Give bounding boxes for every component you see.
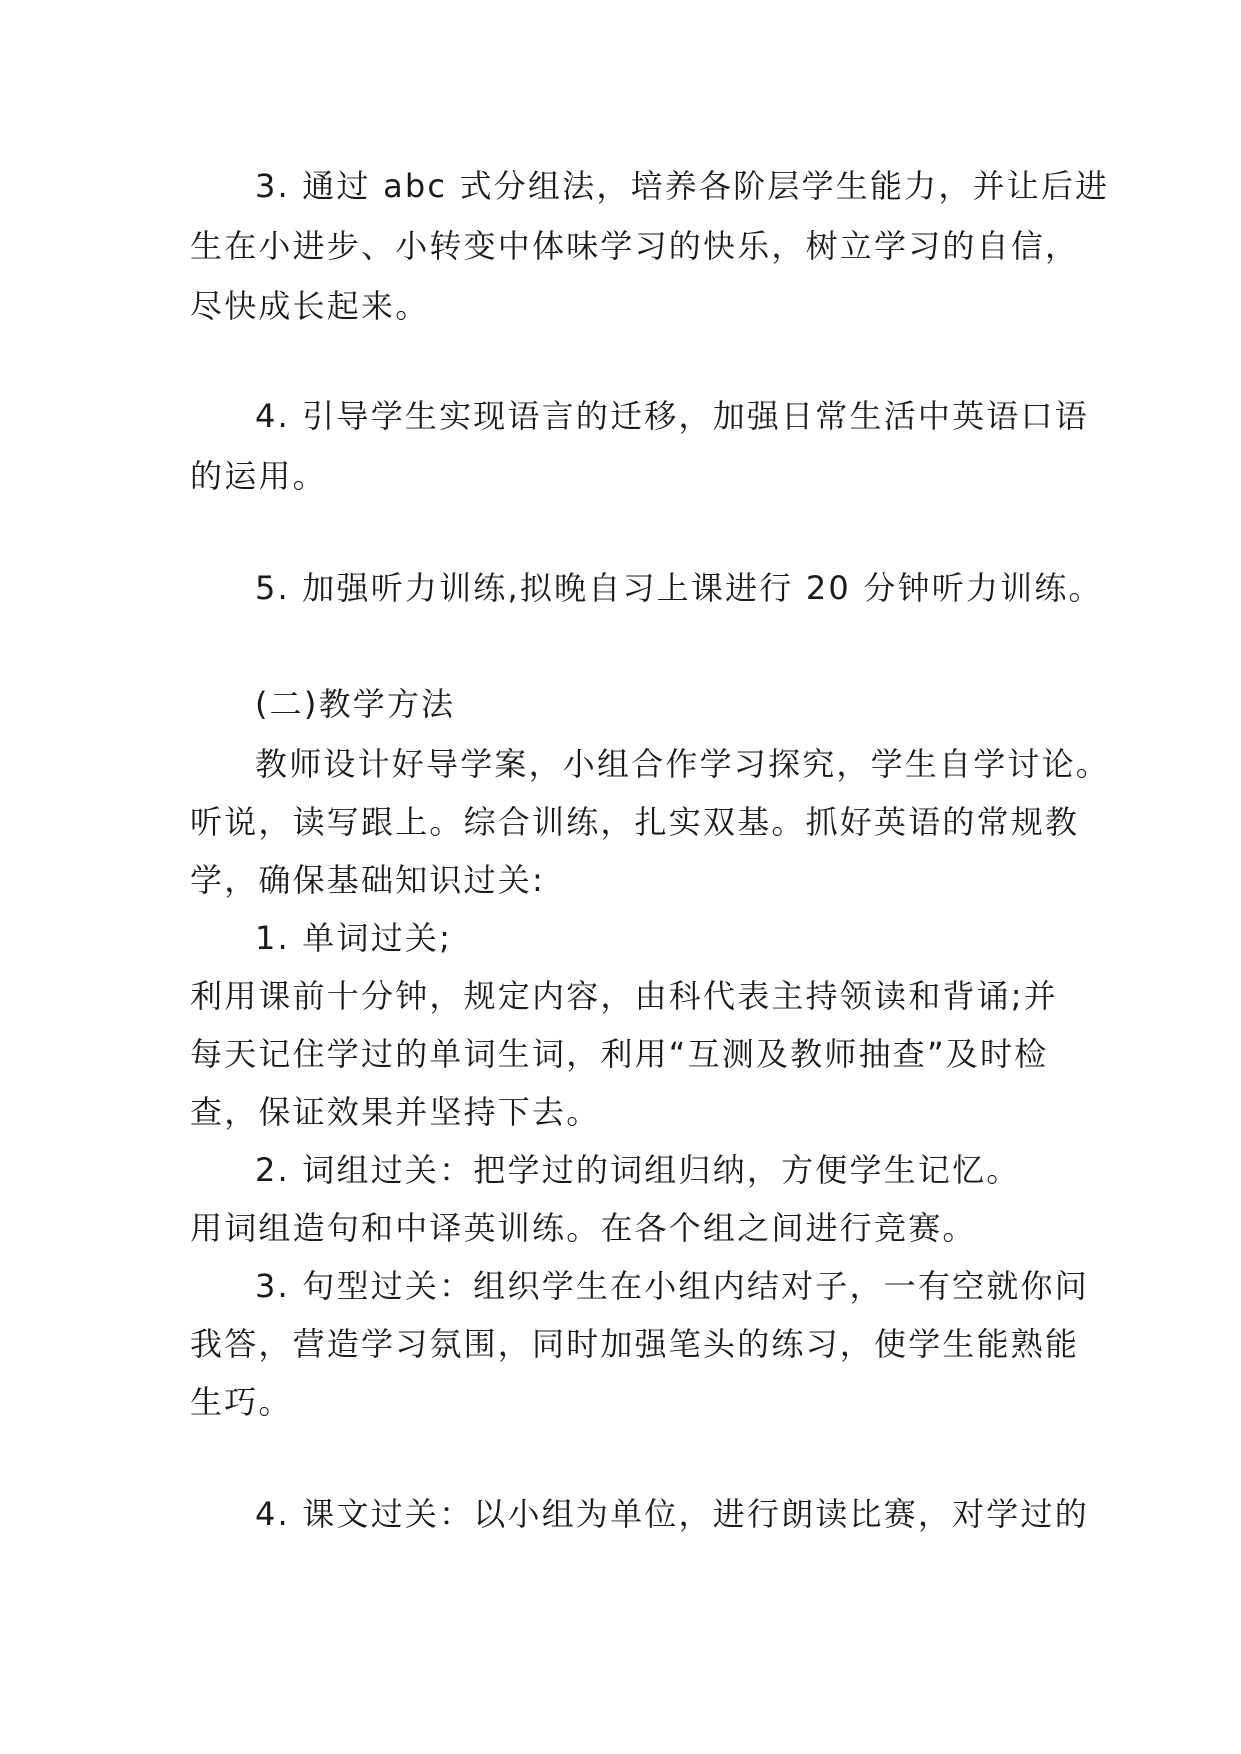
paragraph-line: 用词组造句和中译英训练。在各个组之间进行竞赛。 <box>190 1209 977 1247</box>
paragraph-line: 利用课前十分钟，规定内容，由科代表主持领读和背诵;并 <box>190 977 1058 1015</box>
paragraph-line: 3. 句型过关：组织学生在小组内结对子，一有空就你问 <box>255 1267 1089 1305</box>
paragraph-line: 教师设计好导学案，小组合作学习探究，学生自学讨论。 <box>255 745 1111 783</box>
paragraph-line: 的运用。 <box>190 457 327 495</box>
paragraph-line: 我答，营造学习氛围，同时加强笔头的练习，使学生能熟能 <box>190 1325 1080 1363</box>
paragraph-line: 每天记住学过的单词生词，利用“互测及教师抽查”及时检 <box>190 1035 1049 1073</box>
paragraph-line: 4. 引导学生实现语言的迁移，加强日常生活中英语口语 <box>255 397 1089 435</box>
paragraph-line: 生在小进步、小转变中体味学习的快乐，树立学习的自信， <box>190 227 1080 265</box>
paragraph-line: 3. 通过 abc 式分组法，培养各阶层学生能力，并让后进 <box>255 167 1110 205</box>
section-heading: (二)教学方法 <box>255 685 456 723</box>
paragraph-line: 查，保证效果并坚持下去。 <box>190 1093 601 1131</box>
paragraph-line: 1. 单词过关; <box>255 919 453 957</box>
paragraph-line: 2. 词组过关：把学过的词组归纳，方便学生记忆。 <box>255 1151 1021 1189</box>
paragraph-line: 尽快成长起来。 <box>190 287 430 325</box>
paragraph-line: 学，确保基础知识过关: <box>190 861 545 899</box>
paragraph-line: 生巧。 <box>190 1383 293 1421</box>
paragraph-line: 听说，读写跟上。综合训练，扎实双基。抓好英语的常规教 <box>190 803 1080 841</box>
paragraph-line: 4. 课文过关：以小组为单位，进行朗读比赛，对学过的 <box>255 1495 1089 1533</box>
paragraph-line: 5. 加强听力训练,拟晚自习上课进行 20 分钟听力训练。 <box>255 569 1103 607</box>
